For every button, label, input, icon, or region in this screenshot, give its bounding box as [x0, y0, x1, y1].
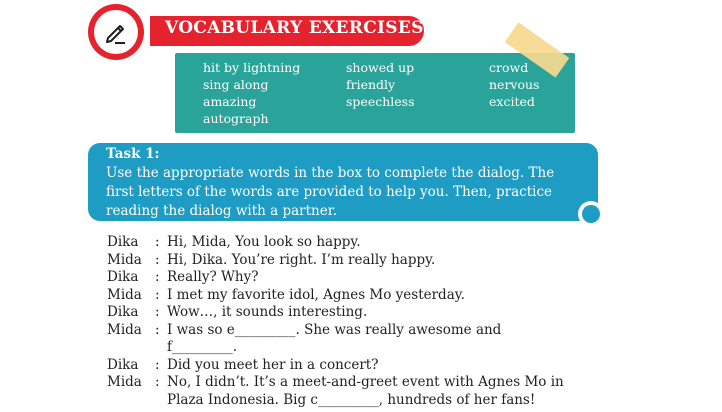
speaker [107, 392, 155, 410]
task-instructions [106, 164, 586, 221]
dialog-line [107, 392, 564, 410]
dialog-line: Dika : Hi, Mida, You look so happy. [107, 234, 361, 250]
speaker: Mida [107, 251, 142, 268]
utterance: Really? Why? [167, 269, 259, 285]
utterance: Hi, Dika. You’re right. I’m really happy. [167, 251, 436, 268]
utterance: I was so e_________. She was really awesome and [167, 321, 502, 338]
speaker: Dika [107, 234, 139, 250]
vocab-word: amazing [203, 94, 257, 109]
speaker: Mida [107, 374, 142, 390]
dialog-line: Mida : No, I didn’t. It’s a meet-and-greet event with Agnes Mo in [107, 374, 564, 390]
dialog-line: Mida : I was so e_________. She was really awesome and [107, 321, 502, 338]
speaker: Dika [107, 269, 139, 285]
dialog-line: Dika : Wow…, it sounds interesting. [107, 304, 368, 320]
dialog-line: Dika : Did you meet her in a concert? [107, 356, 379, 373]
vocab-word: autograph [203, 111, 269, 126]
vocab-word: sing along [203, 77, 269, 92]
utterance: f_________. [167, 339, 238, 355]
vocab-word: hit by lightning [203, 60, 301, 75]
vocab-word: excited [489, 94, 535, 109]
section-title: VOCABULARY EXERCISES [165, 18, 424, 38]
speaker [107, 339, 155, 357]
task-title: Task 1: [106, 146, 160, 162]
dialog-line: Dika : Really? Why? [107, 269, 259, 285]
vocab-column-2 [346, 59, 415, 110]
task-line: Use the appropriate words in the box to complete the dialog. The [106, 165, 555, 181]
utterance: Plaza Indonesia. Big c_________, hundreds of her fans! [167, 391, 536, 408]
dialog-line: Mida : Hi, Dika. You’re right. I’m really happy. [107, 251, 436, 268]
dialog-line: Mida : I met my favorite idol, Agnes Mo yesterday. [107, 286, 465, 303]
utterance: Did you meet her in a concert? [167, 356, 379, 373]
speaker: Dika [107, 356, 139, 373]
corner-dot [578, 201, 604, 227]
vocabulary-box [175, 53, 575, 133]
utterance: Hi, Mida, You look so happy. [167, 234, 361, 250]
vocab-word: crowd [489, 60, 529, 75]
pencil-icon [101, 17, 131, 47]
vocab-word: speechless [346, 94, 415, 109]
speaker: Mida [107, 286, 142, 303]
icon-badge [88, 4, 144, 60]
utterance: Wow…, it sounds interesting. [167, 304, 368, 320]
task-line: reading the dialog with a partner. [106, 203, 338, 219]
vocab-column-3 [489, 59, 539, 110]
speaker: Mida [107, 321, 142, 338]
dialog [107, 234, 564, 409]
dialog-line [107, 339, 564, 357]
utterance: I met my favorite idol, Agnes Mo yesterday. [167, 286, 465, 303]
vocab-word: friendly [346, 77, 396, 92]
vocab-word: showed up [346, 60, 415, 75]
task-line: first letters of the words are provided to help you. Then, practice [106, 184, 553, 200]
speaker: Dika [107, 304, 139, 320]
vocab-column-1 [203, 59, 300, 127]
vocab-word: nervous [489, 77, 540, 92]
utterance: No, I didn’t. It’s a meet-and-greet event with Agnes Mo in [167, 374, 564, 390]
